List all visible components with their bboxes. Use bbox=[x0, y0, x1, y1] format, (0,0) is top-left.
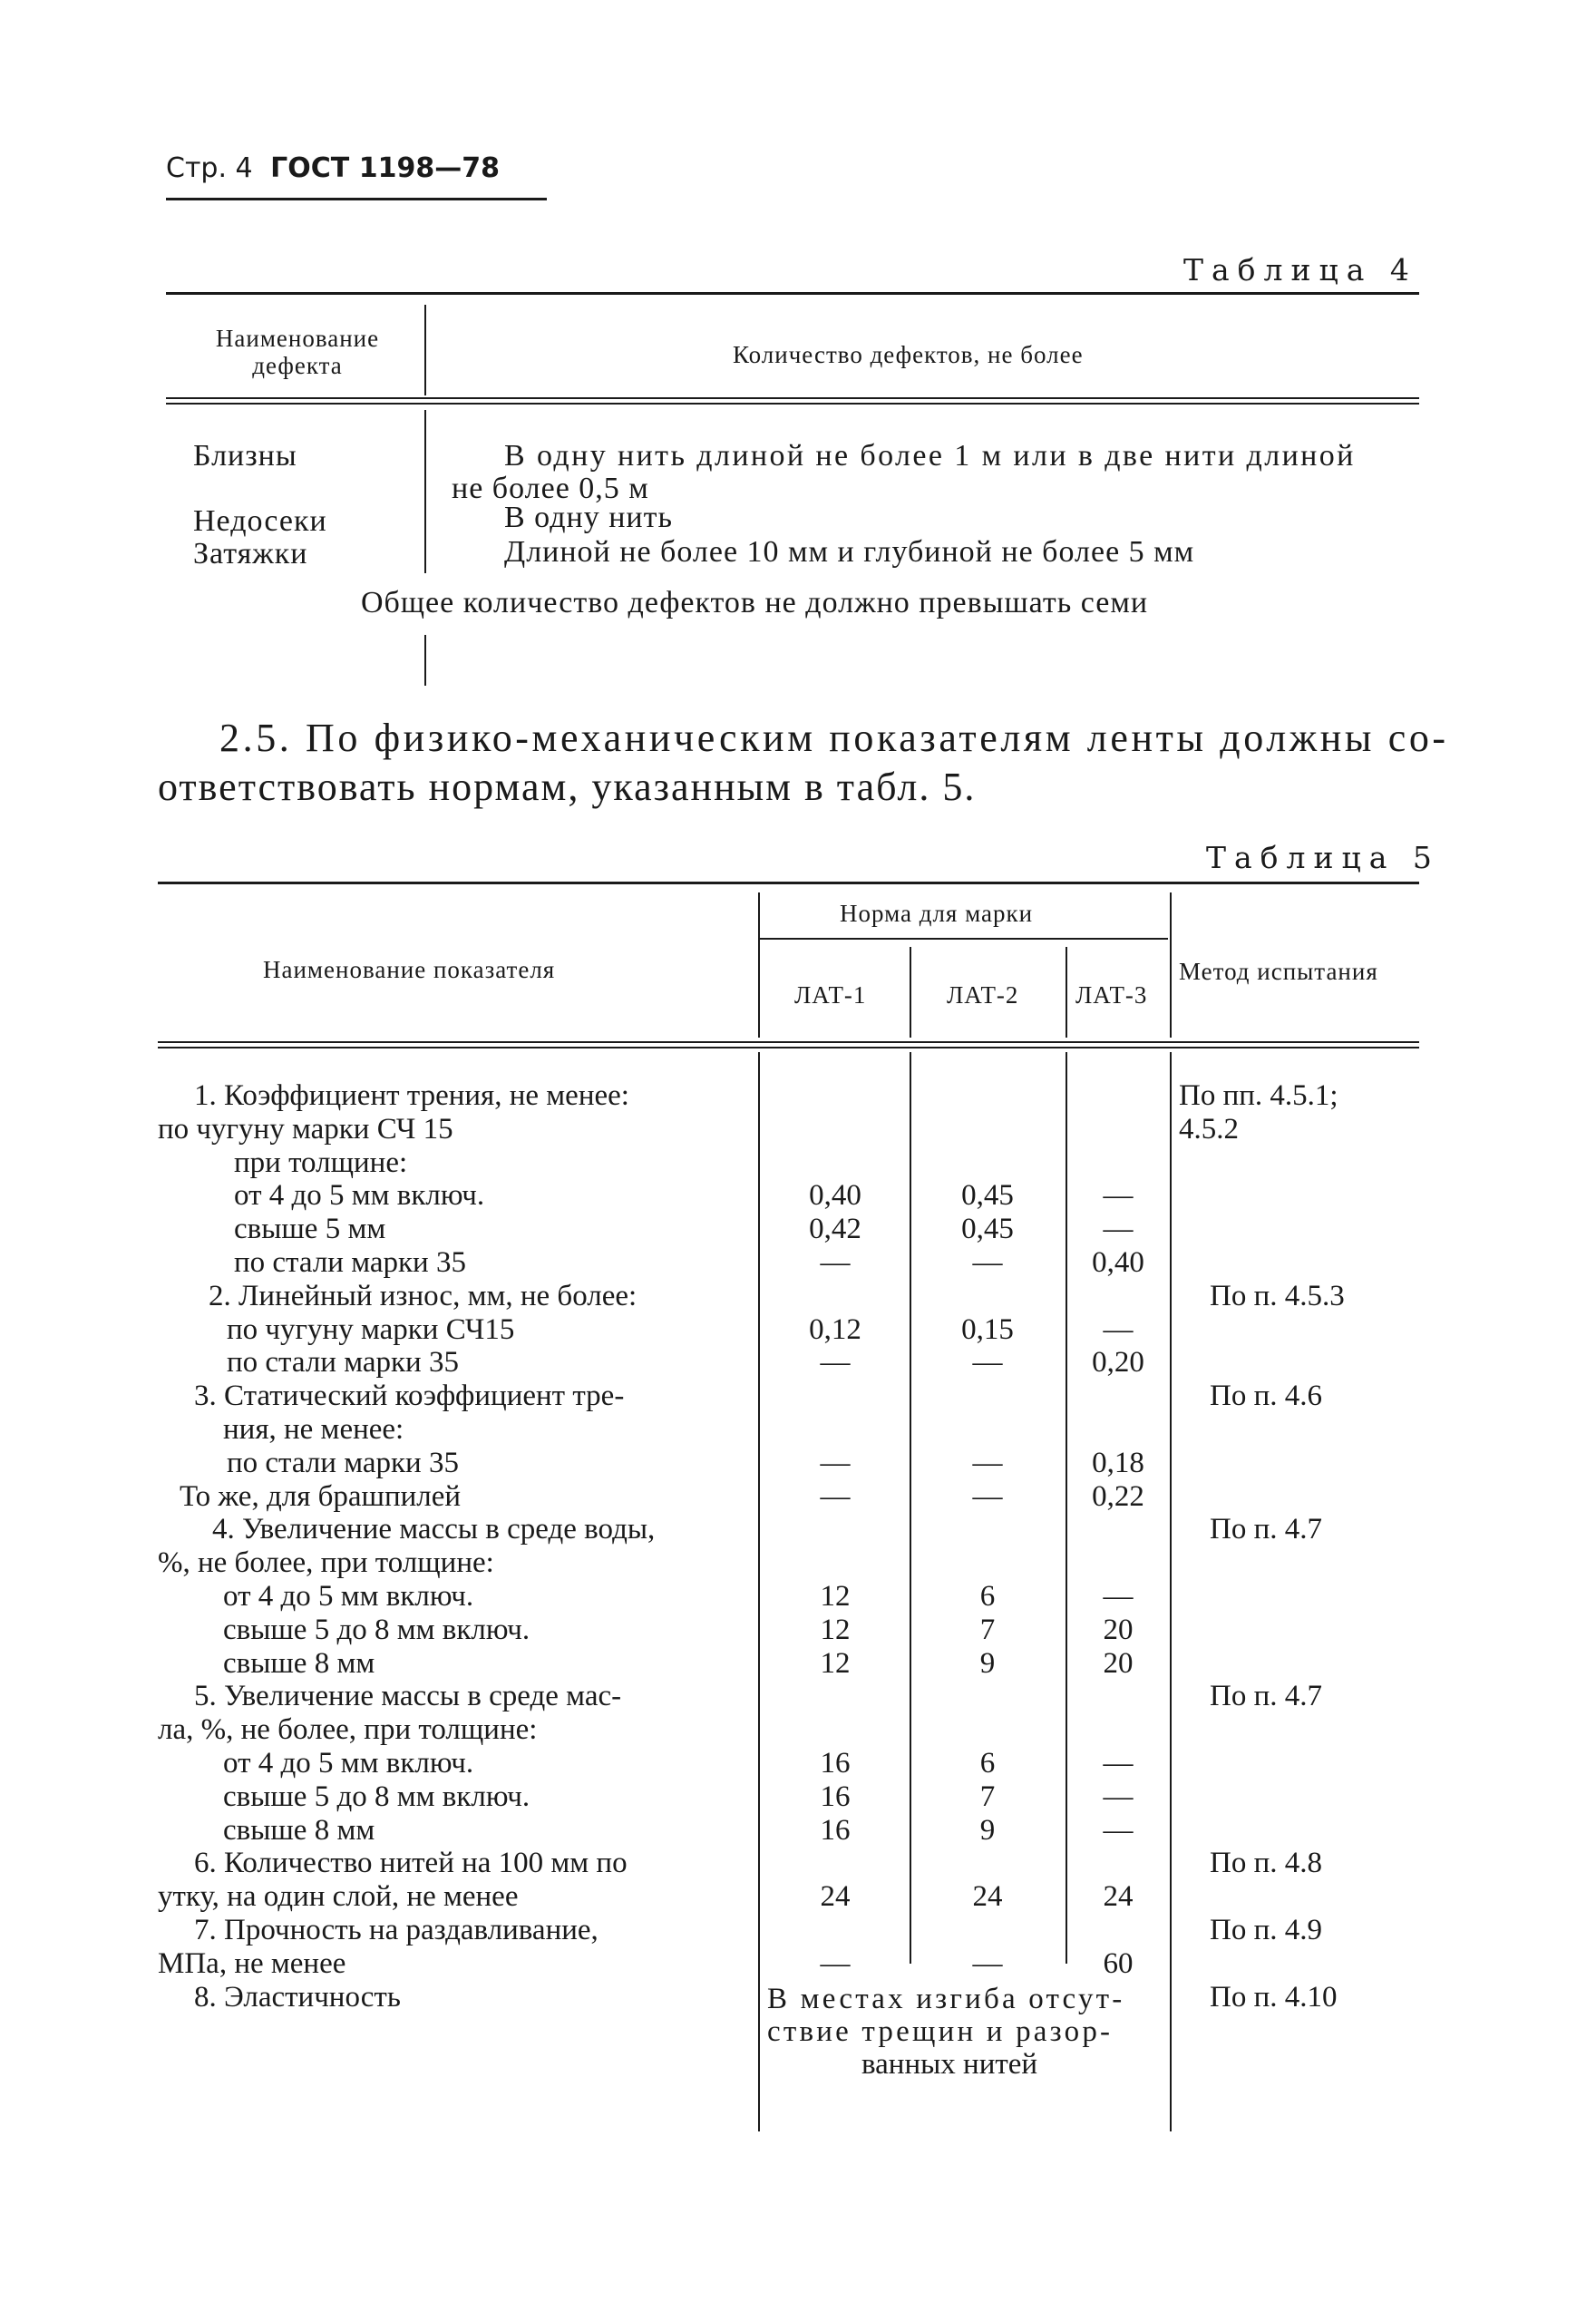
table5-cell-v1: — bbox=[820, 1447, 851, 1479]
page-header bbox=[166, 152, 500, 184]
table5-divider-lat23 bbox=[1066, 947, 1067, 1038]
table5-cell-v3: — bbox=[1103, 1814, 1134, 1847]
table5-row-label: свыше 8 мм bbox=[223, 1647, 375, 1680]
table5-norm-rule bbox=[760, 938, 1168, 940]
table5-cell-v3: — bbox=[1103, 1747, 1134, 1780]
table5-cell-v1: 12 bbox=[820, 1647, 851, 1680]
table5-cell-v2: 9 bbox=[979, 1814, 996, 1847]
table5-row-label: 7. Прочность на раздавливание, bbox=[194, 1914, 598, 1946]
table5-cell-v2: 6 bbox=[979, 1747, 996, 1780]
table5-cell-v3: — bbox=[1103, 1780, 1134, 1813]
table4-header-rule-1 bbox=[166, 397, 1419, 399]
page-label: Стр. 4 bbox=[166, 152, 253, 184]
table5-cell-v2: — bbox=[972, 1447, 1003, 1479]
table5-cell-v1: — bbox=[820, 1246, 851, 1279]
table5-body-divider-method bbox=[1170, 1052, 1172, 2131]
table5-row-method: По п. 4.8 bbox=[1210, 1847, 1322, 1879]
table5-row-label: 3. Статический коэффициент тре- bbox=[194, 1380, 625, 1412]
table4-row-value: В одну нить длиной не более 1 м или в две нити длиной bbox=[504, 439, 1356, 473]
table5-body-divider-lat23 bbox=[1066, 1052, 1067, 1964]
table5-cell-v3: — bbox=[1103, 1213, 1134, 1245]
table5-row-label: по чугуну марки СЧ15 bbox=[227, 1313, 515, 1346]
table5-top-rule bbox=[158, 882, 1419, 884]
paragraph-line: 2.5. По физико-механическим показателям ленты должны со- bbox=[219, 716, 1449, 760]
table4-row-value: не более 0,5 м bbox=[452, 472, 649, 505]
table5-row-label: от 4 до 5 мм включ. bbox=[234, 1179, 485, 1212]
table5-divider-lat12 bbox=[910, 947, 911, 1038]
table5-row-label: свыше 5 мм bbox=[234, 1213, 386, 1245]
table5-row-method: По п. 4.6 bbox=[1210, 1380, 1322, 1412]
table5-row-method: По п. 4.7 bbox=[1210, 1513, 1322, 1546]
table5-row-label: 5. Увеличение массы в среде мас- bbox=[194, 1680, 622, 1712]
table5-cell-v3: 24 bbox=[1103, 1880, 1134, 1913]
table5-header-norm: Норма для марки bbox=[840, 900, 1034, 927]
table5-cell-v1: — bbox=[820, 1480, 851, 1513]
table5-cell-v1: 24 bbox=[820, 1880, 851, 1913]
table5-row-label: 8. Эластичность bbox=[194, 1981, 401, 2014]
table5-header-lat3: ЛАТ-3 bbox=[1075, 981, 1148, 1009]
table5-cell-v3: 60 bbox=[1103, 1947, 1134, 1980]
table4-top-rule bbox=[166, 292, 1419, 295]
table4-header-rule-2 bbox=[166, 403, 1419, 405]
table4-note: Общее количество дефектов не должно превышать семи bbox=[361, 586, 1149, 619]
elasticity-note: В местах изгиба отсут- ствие трещин и разор- ванных нитей bbox=[767, 1983, 1125, 2081]
table5-cell-v1: 0,40 bbox=[809, 1179, 861, 1212]
table5-cell-v1: 16 bbox=[820, 1814, 851, 1847]
table5-caption: Таблица 5 bbox=[1206, 840, 1440, 875]
table5-row-label: от 4 до 5 мм включ. bbox=[223, 1580, 474, 1613]
table5-cell-v2: 6 bbox=[979, 1580, 996, 1613]
table5-divider-indicator bbox=[758, 892, 760, 1038]
table5-row-method: По п. 4.9 bbox=[1210, 1914, 1322, 1946]
table5-cell-v2: 0,15 bbox=[961, 1313, 1014, 1346]
table5-row-method: По пп. 4.5.1; bbox=[1179, 1079, 1338, 1112]
table5-row-label: свыше 8 мм bbox=[223, 1814, 375, 1847]
table5-cell-v1: 0,42 bbox=[809, 1213, 861, 1245]
standard-number: ГОСТ 1198—78 bbox=[270, 152, 500, 184]
table5-cell-v2: 7 bbox=[979, 1614, 996, 1646]
table5-row-label: 4. Увеличение массы в среде воды, bbox=[212, 1513, 656, 1546]
table5-header-lat1: ЛАТ-1 bbox=[794, 981, 867, 1009]
table5-cell-v3: — bbox=[1103, 1580, 1134, 1613]
table4-col-divider bbox=[424, 305, 426, 395]
table5-row-method: По п. 4.7 bbox=[1210, 1680, 1322, 1712]
table5-body-divider-lat12 bbox=[910, 1052, 911, 1964]
table5-row-label: по чугуну марки СЧ 15 bbox=[158, 1113, 453, 1146]
table5-cell-v2: — bbox=[972, 1246, 1003, 1279]
table5-cell-v2: 9 bbox=[979, 1647, 996, 1680]
table5-row-label: 2. Линейный износ, мм, не более: bbox=[209, 1280, 637, 1312]
table5-row-label: утку, на один слой, не менее bbox=[158, 1880, 519, 1913]
table5-row-method: 4.5.2 bbox=[1179, 1113, 1239, 1146]
table5-header-rule-2 bbox=[158, 1047, 1419, 1048]
table5-cell-v2: — bbox=[972, 1947, 1003, 1980]
table5-cell-v2: — bbox=[972, 1480, 1003, 1513]
table5-cell-v3: 0,40 bbox=[1092, 1246, 1144, 1279]
table5-cell-v2: 24 bbox=[972, 1880, 1003, 1913]
table5-body-divider-indicator bbox=[758, 1052, 760, 2131]
table5-cell-v3: 0,20 bbox=[1092, 1346, 1144, 1379]
table5-cell-v3: 20 bbox=[1103, 1647, 1134, 1680]
header-rule bbox=[166, 198, 547, 200]
table4-col-divider-tail bbox=[424, 635, 426, 686]
table5-row-method: По п. 4.5.3 bbox=[1210, 1280, 1345, 1312]
table5-row-label: по стали марки 35 bbox=[234, 1246, 466, 1279]
table5-row-label: ния, не менее: bbox=[223, 1413, 404, 1446]
table5-row-label: 1. Коэффициент трения, не менее: bbox=[194, 1079, 629, 1112]
table5-cell-v2: 0,45 bbox=[961, 1179, 1014, 1212]
table5-cell-v2: 0,45 bbox=[961, 1213, 1014, 1245]
table4-row-name: Затяжки bbox=[193, 537, 308, 570]
table4-col2-header: Количество дефектов, не более bbox=[733, 341, 1084, 368]
paragraph-line: ответствовать нормам, указанным в табл. 5. bbox=[158, 765, 977, 809]
table4-row-value: В одну нить bbox=[504, 501, 673, 534]
table5-cell-v3: 0,22 bbox=[1092, 1480, 1144, 1513]
table5-header-lat2: ЛАТ-2 bbox=[947, 981, 1019, 1009]
table5-cell-v3: 0,18 bbox=[1092, 1447, 1144, 1479]
table4-caption: Таблица 4 bbox=[1183, 252, 1417, 288]
table4-row-value: Длиной не более 10 мм и глубиной не более 5 мм bbox=[504, 535, 1195, 569]
table5-cell-v1: 12 bbox=[820, 1614, 851, 1646]
table5-cell-v2: 7 bbox=[979, 1780, 996, 1813]
table5-cell-v1: 0,12 bbox=[809, 1313, 861, 1346]
table5-row-label: по стали марки 35 bbox=[227, 1447, 459, 1479]
table5-cell-v1: — bbox=[820, 1947, 851, 1980]
table5-row-label: То же, для брашпилей bbox=[180, 1480, 462, 1513]
table4-col1-header: Наименование дефекта bbox=[215, 325, 380, 379]
table5-row-method: По п. 4.10 bbox=[1210, 1981, 1338, 2014]
table4-col-divider-body bbox=[424, 410, 426, 573]
table4-row-name: Недосеки bbox=[193, 504, 327, 538]
table5-row-label: по стали марки 35 bbox=[227, 1346, 459, 1379]
table5-cell-v3: — bbox=[1103, 1313, 1134, 1346]
table5-row-label: свыше 5 до 8 мм включ. bbox=[223, 1780, 530, 1813]
table5-row-label: свыше 5 до 8 мм включ. bbox=[223, 1614, 530, 1646]
table5-row-label: при толщине: bbox=[234, 1146, 408, 1179]
table4-row-name: Близны bbox=[193, 439, 297, 473]
table5-row-label: 6. Количество нитей на 100 мм по bbox=[194, 1847, 628, 1879]
table5-row-label: %, не более, при толщине: bbox=[158, 1546, 494, 1579]
table5-cell-v1: 16 bbox=[820, 1780, 851, 1813]
table5-row-label: ла, %, не более, при толщине: bbox=[158, 1713, 538, 1746]
table5-cell-v1: 12 bbox=[820, 1580, 851, 1613]
table5-cell-v1: — bbox=[820, 1346, 851, 1379]
table5-cell-v1: 16 bbox=[820, 1747, 851, 1780]
table5-row-label: от 4 до 5 мм включ. bbox=[223, 1747, 474, 1780]
table5-header-method: Метод испытания bbox=[1179, 958, 1378, 985]
table5-header-indicator: Наименование показателя bbox=[263, 956, 556, 983]
table5-cell-v3: 20 bbox=[1103, 1614, 1134, 1646]
table5-divider-method bbox=[1170, 892, 1172, 1038]
table5-cell-v3: — bbox=[1103, 1179, 1134, 1212]
table5-cell-v2: — bbox=[972, 1346, 1003, 1379]
table5-header-rule-1 bbox=[158, 1041, 1419, 1043]
table5-row-label: МПа, не менее bbox=[158, 1947, 346, 1980]
